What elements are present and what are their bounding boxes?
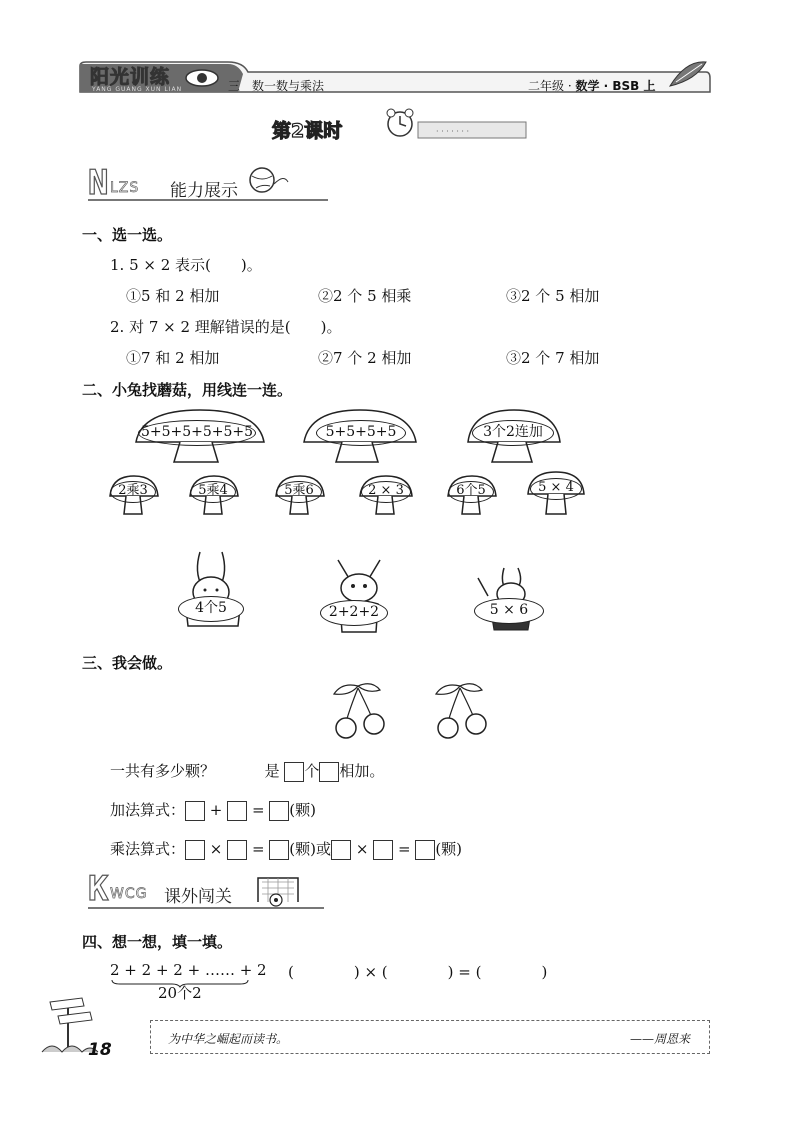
times-sign: ×: [209, 840, 223, 858]
q3-multiplication-label: 乘法算式：: [110, 840, 186, 858]
page-number: 18: [88, 1040, 112, 1060]
lesson-title: 第2课时: [272, 120, 343, 142]
addition-box-2[interactable]: [227, 801, 247, 821]
unit-label: (颗): [289, 801, 317, 819]
equals-sign: =: [251, 801, 265, 819]
small-mushroom-3-label: 5乘6: [276, 481, 322, 503]
small-mushroom-1-label: 2乘3: [110, 481, 156, 503]
q1-item2-stem: 2. 对 7 × 2 理解错误的是( )。: [110, 318, 342, 336]
section2-name: 课外闯关: [164, 887, 232, 907]
logo-subtitle: YANG GUANG XUN LIAN: [92, 86, 183, 93]
grade-suffix: · BSB 上: [599, 79, 656, 93]
q3-question: 一共有多少颗？: [110, 762, 216, 780]
q3-is-label: 是: [264, 762, 280, 780]
answer-box-groups[interactable]: [284, 762, 304, 782]
small-mushroom-6-label: 5 × 4: [530, 478, 582, 500]
q1-item2-option2: ②7 个 2 相加: [318, 349, 412, 367]
q1-item2-option3: ③2 个 7 相加: [506, 349, 600, 367]
cherry-icon-1: [328, 680, 392, 742]
q1-item1-option2: ②2 个 5 相乘: [318, 287, 412, 305]
q3-heading: 三、我会做。: [82, 654, 173, 672]
small-mushroom-4-label: 2 × 3: [361, 481, 411, 503]
q4-brace-label: 20个2: [158, 984, 202, 1002]
q3-ge-label: 个: [304, 762, 320, 780]
unit-label: (颗): [289, 840, 317, 858]
soccer-goal-icon: [254, 872, 302, 908]
or-label: 或: [316, 840, 332, 858]
rabbit-3-label: 5 × 6: [474, 598, 544, 624]
q3-addition-row: [110, 799, 316, 821]
quote-text: 为中华之崛起而读书。: [168, 1032, 289, 1046]
q4-heading: 四、想一想，填一填。: [82, 933, 233, 951]
times-sign: ×: [355, 840, 369, 858]
addition-box-result[interactable]: [269, 801, 289, 821]
mult-alt-box-result[interactable]: [415, 840, 435, 860]
mult-alt-box-2[interactable]: [373, 840, 393, 860]
equals-sign: =: [251, 840, 265, 858]
q3-add-label: 相加。: [339, 762, 385, 780]
grade-prefix: 二年级 ·: [528, 79, 576, 93]
logo-title: 阳光训练: [90, 66, 171, 88]
rabbit-1-label: 4个5: [178, 596, 244, 622]
addition-box-1[interactable]: [185, 801, 205, 821]
section1-letter: N: [88, 163, 109, 203]
q1-item1-option1: ①5 和 2 相加: [126, 287, 220, 305]
q4-blanks: ( ) × ( ) = ( ): [288, 963, 548, 981]
unit-title: 三 数一数与乘法: [228, 79, 325, 93]
big-mushroom-1-label: 5+5+5+5+5+5: [138, 420, 256, 446]
small-mushroom-2-label: 5乘4: [190, 481, 236, 503]
q1-item2-option1: ①7 和 2 相加: [126, 349, 220, 367]
eye-logo-icon: [182, 66, 222, 90]
mult-box-result[interactable]: [269, 840, 289, 860]
section2-letter: K: [88, 869, 109, 909]
plus-sign: +: [209, 801, 223, 819]
grade-label: [528, 77, 656, 94]
q2-heading: 二、小兔找蘑菇，用线连一连。: [82, 381, 293, 399]
q1-heading: 一、选一选。: [82, 226, 173, 244]
mult-box-1[interactable]: [185, 840, 205, 860]
q1-item1-stem: 1. 5 × 2 表示( )。: [110, 256, 262, 274]
q4-expression: 2 + 2 + 2 + …… + 2: [110, 961, 267, 979]
unit-label: (颗): [435, 840, 463, 858]
q3-multiplication-row: [110, 838, 462, 860]
svg-text:· · · · · · ·: · · · · · · ·: [436, 127, 470, 136]
cherry-icon-2: [430, 680, 494, 742]
globe-icon: [246, 164, 292, 200]
grade-subject: 数学: [575, 79, 600, 93]
mult-box-2[interactable]: [227, 840, 247, 860]
small-mushroom-5-label: 6个5: [448, 481, 494, 503]
section1-code: LZS: [110, 180, 140, 196]
q3-question-row: [110, 760, 384, 782]
section1-name: 能力展示: [170, 181, 238, 201]
equals-sign: =: [397, 840, 411, 858]
answer-box-each[interactable]: [319, 762, 339, 782]
big-mushroom-3-label: 3个2连加: [472, 420, 554, 446]
quote-author: ——周恩来: [630, 1032, 691, 1046]
section2-code: WCG: [110, 886, 148, 902]
q3-addition-label: 加法算式：: [110, 801, 186, 819]
rabbit-2-label: 2+2+2: [320, 600, 388, 626]
big-mushroom-2-label: 5+5+5+5: [316, 420, 406, 446]
q1-item1-option3: ③2 个 5 相加: [506, 287, 600, 305]
leaf-decoration-icon: [666, 56, 710, 92]
mult-alt-box-1[interactable]: [331, 840, 351, 860]
